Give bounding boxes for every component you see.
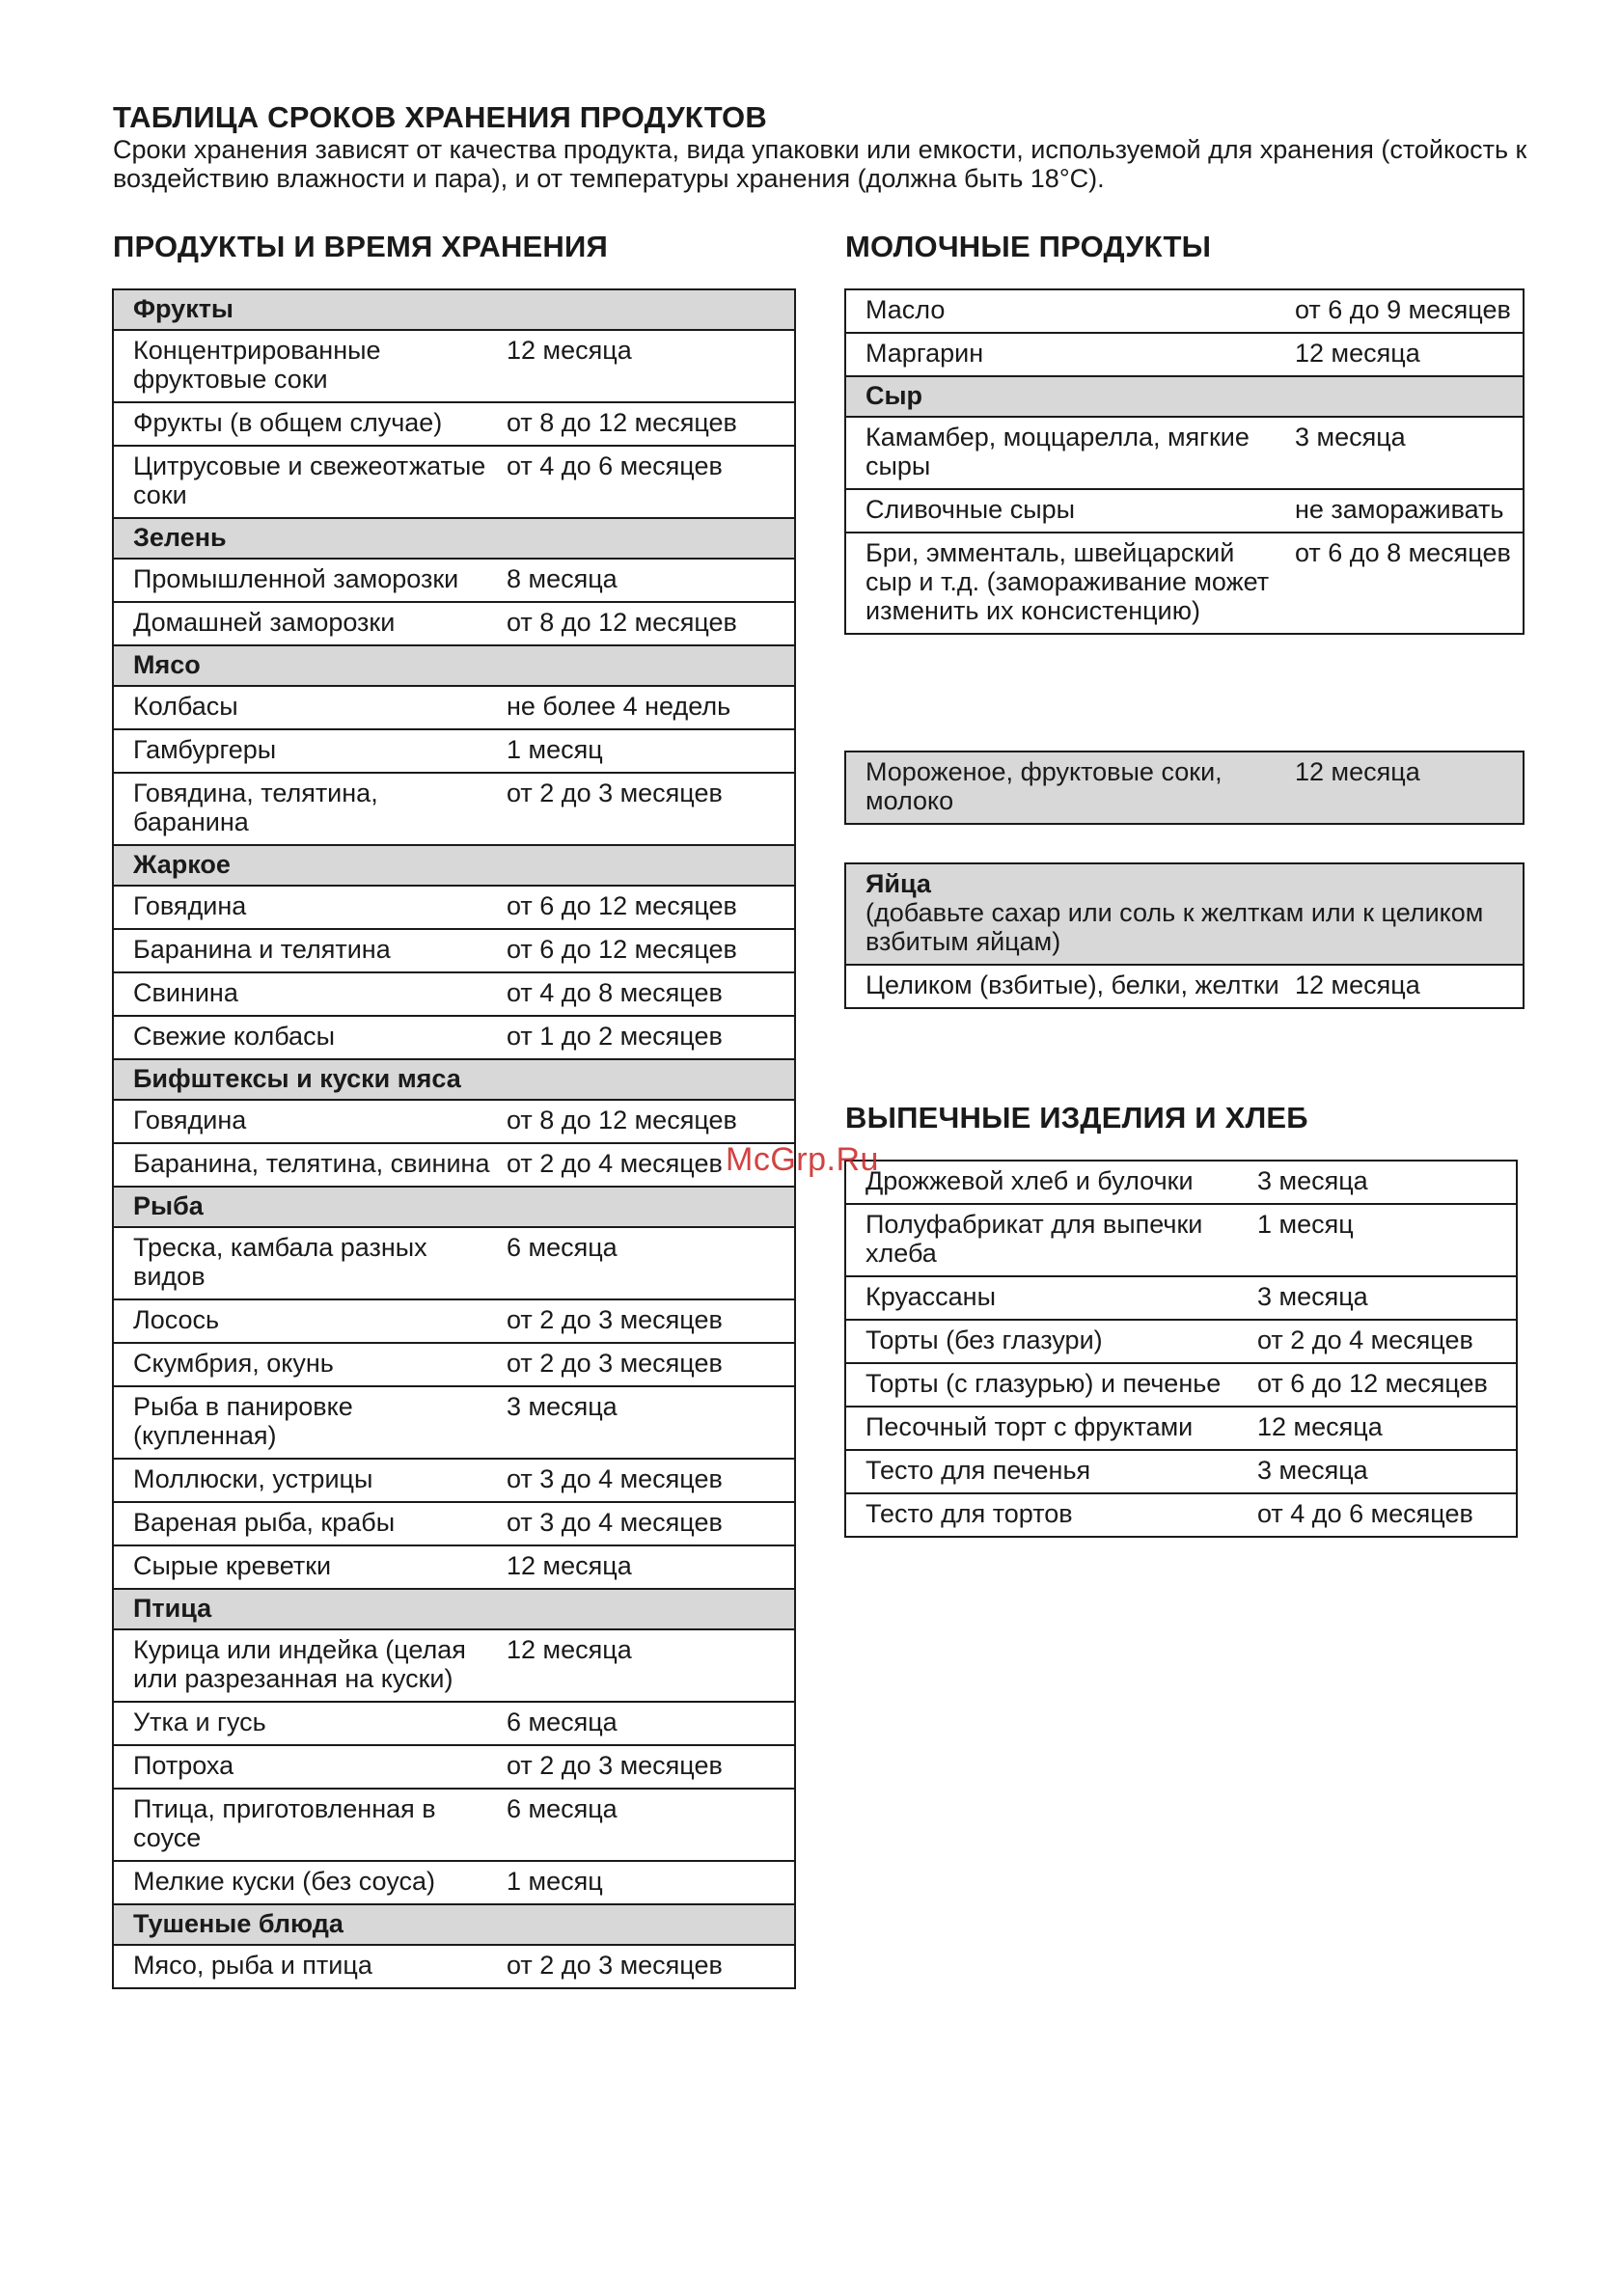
product-name: Говядина <box>133 1106 247 1134</box>
storage-time: от 2 до 3 месяцев <box>507 1951 723 1980</box>
product-name: Сливочные сыры <box>865 495 1076 524</box>
table-row <box>846 1406 1516 1449</box>
storage-time: 12 месяца <box>507 1635 632 1664</box>
storage-time: 1 месяц <box>507 1867 603 1896</box>
table-row <box>114 772 794 844</box>
storage-time: от 6 до 9 месяцев <box>1295 295 1511 324</box>
storage-time: 3 месяца <box>1295 423 1406 451</box>
storage-time: 3 месяца <box>507 1392 618 1421</box>
dairy-table <box>844 288 1525 635</box>
product-name: Песочный торт с фруктами <box>865 1412 1194 1441</box>
product-name: Торты (с глазурью) и печенье <box>865 1369 1222 1398</box>
table-row <box>114 1385 794 1458</box>
category-label: Сыр <box>865 381 923 410</box>
product-name: Курица или индейка (целая или разрезанная на куски) <box>133 1635 466 1693</box>
product-name: Домашней заморозки <box>133 608 396 637</box>
table-row <box>114 1501 794 1544</box>
eggs-table <box>844 862 1525 1009</box>
table-row <box>846 1362 1516 1406</box>
table-row <box>114 601 794 644</box>
eggs-note: (добавьте сахар или соль к желткам или к целиком взбитым яйцам) <box>865 898 1484 956</box>
table-row <box>114 445 794 517</box>
category-label: Фрукты <box>133 294 234 323</box>
table-row <box>114 1860 794 1903</box>
category-label: Жаркое <box>133 850 231 879</box>
table-row <box>114 1099 794 1142</box>
table-row <box>114 1744 794 1788</box>
product-name: Мясо, рыба и птица <box>133 1951 372 1980</box>
storage-time: 12 месяца <box>507 1551 632 1580</box>
storage-time: от 6 до 12 месяцев <box>507 891 737 920</box>
storage-time: 12 месяца <box>1295 339 1420 368</box>
product-name: Мелкие куски (без соуса) <box>133 1867 435 1896</box>
eggs-header <box>846 864 1523 964</box>
product-name: Вареная рыба, крабы <box>133 1508 396 1537</box>
icecream-table <box>844 751 1525 825</box>
storage-time: 3 месяца <box>1257 1282 1368 1311</box>
table-row <box>846 1492 1516 1536</box>
table-row <box>846 532 1523 633</box>
table-row <box>846 416 1523 488</box>
bakery-section-title: ВЫПЕЧНЫЕ ИЗДЕЛИЯ И ХЛЕБ <box>845 1101 1308 1134</box>
storage-time: от 8 до 12 месяцев <box>507 1106 737 1134</box>
product-name: Баранина и телятина <box>133 935 391 964</box>
table-row <box>114 685 794 728</box>
table-row <box>114 329 794 401</box>
table-row <box>114 1142 794 1186</box>
table-row <box>846 488 1523 532</box>
table-row <box>846 1203 1516 1275</box>
product-name: Цитрусовые и свежеотжатые соки <box>133 451 486 509</box>
table-row <box>846 290 1523 332</box>
product-name: Торты (без глазури) <box>865 1326 1103 1354</box>
storage-time: от 2 до 3 месяцев <box>507 1305 723 1334</box>
category-header <box>114 644 794 685</box>
product-name: Треска, камбала разных видов <box>133 1233 427 1291</box>
table-row <box>114 1342 794 1385</box>
storage-time: 12 месяца <box>1295 757 1420 786</box>
table-row <box>846 1449 1516 1492</box>
product-name: Круассаны <box>865 1282 996 1311</box>
storage-time: 1 месяц <box>507 735 603 764</box>
table-row <box>114 1544 794 1588</box>
table-row <box>114 558 794 601</box>
product-name: Концентрированные фруктовые соки <box>133 336 381 394</box>
category-header <box>114 290 794 329</box>
category-label: Птица <box>133 1594 212 1623</box>
product-name: Тесто для печенья <box>865 1456 1091 1485</box>
category-header <box>114 1186 794 1226</box>
left-section-title: ПРОДУКТЫ И ВРЕМЯ ХРАНЕНИЯ <box>113 230 608 263</box>
table-row <box>114 1015 794 1058</box>
storage-time: от 2 до 3 месяцев <box>507 779 723 807</box>
storage-time: от 6 до 8 месяцев <box>1295 538 1511 567</box>
product-name: Птица, приготовленная в соусе <box>133 1794 436 1852</box>
product-name: Утка и гусь <box>133 1708 266 1736</box>
table-row <box>114 1628 794 1701</box>
storage-time: от 2 до 4 месяцев <box>507 1149 723 1178</box>
product-name: Рыба в панировке (купленная) <box>133 1392 353 1450</box>
category-header <box>114 1058 794 1099</box>
eggs-title: Яйца <box>865 869 931 898</box>
product-name: Фрукты (в общем случае) <box>133 408 443 437</box>
table-row <box>846 1275 1516 1319</box>
storage-time: от 8 до 12 месяцев <box>507 408 737 437</box>
table-row <box>114 728 794 772</box>
product-name: Маргарин <box>865 339 984 368</box>
storage-time: от 8 до 12 месяцев <box>507 608 737 637</box>
product-name: Целиком (взбитые), белки, желтки <box>865 970 1279 999</box>
storage-time: 12 месяца <box>507 336 632 365</box>
category-label: Мясо <box>133 650 201 679</box>
product-name: Гамбургеры <box>133 735 277 764</box>
product-name: Колбасы <box>133 692 238 721</box>
category-header <box>114 1903 794 1944</box>
category-label: Тушеные блюда <box>133 1909 343 1938</box>
page-title: ТАБЛИЦА СРОКОВ ХРАНЕНИЯ ПРОДУКТОВ <box>113 100 767 134</box>
storage-time: 3 месяца <box>1257 1166 1368 1195</box>
product-name: Дрожжевой хлеб и булочки <box>865 1166 1194 1195</box>
storage-time: от 6 до 12 месяцев <box>507 935 737 964</box>
product-name: Полуфабрикат для выпечки хлеба <box>865 1210 1203 1268</box>
storage-time: от 2 до 3 месяцев <box>507 1751 723 1780</box>
category-label: Рыба <box>133 1191 204 1220</box>
storage-time: от 3 до 4 месяцев <box>507 1464 723 1493</box>
product-name: Скумбрия, окунь <box>133 1349 334 1378</box>
table-row <box>846 332 1523 375</box>
storage-time: не более 4 недель <box>507 692 731 721</box>
bakery-table <box>844 1160 1518 1538</box>
storage-time: от 3 до 4 месяцев <box>507 1508 723 1537</box>
product-name: Промышленной заморозки <box>133 564 459 593</box>
product-name: Говядина, телятина, баранина <box>133 779 378 836</box>
product-name: Камамбер, моццарелла, мягкие сыры <box>865 423 1250 480</box>
product-name: Сырые креветки <box>133 1551 332 1580</box>
storage-time: 6 месяца <box>507 1233 618 1262</box>
storage-time: 3 месяца <box>1257 1456 1368 1485</box>
table-row <box>114 1944 794 1987</box>
table-row <box>114 1788 794 1860</box>
storage-time: 8 месяца <box>507 564 618 593</box>
table-row <box>114 885 794 928</box>
storage-time: от 4 до 8 месяцев <box>507 978 723 1007</box>
table-row <box>114 401 794 445</box>
product-name: Тесто для тортов <box>865 1499 1073 1528</box>
category-header <box>846 375 1523 416</box>
product-name: Моллюски, устрицы <box>133 1464 373 1493</box>
dairy-section-title: МОЛОЧНЫЕ ПРОДУКТЫ <box>845 230 1212 263</box>
storage-time: от 4 до 6 месяцев <box>507 451 723 480</box>
table-row <box>114 1701 794 1744</box>
table-row <box>114 1458 794 1501</box>
storage-time: 12 месяца <box>1295 970 1420 999</box>
storage-time: от 6 до 12 месяцев <box>1257 1369 1488 1398</box>
table-row <box>846 1162 1516 1203</box>
table-row <box>846 752 1523 823</box>
category-header <box>114 1588 794 1628</box>
storage-time: 1 месяц <box>1257 1210 1354 1239</box>
storage-time: 6 месяца <box>507 1794 618 1823</box>
storage-time: от 1 до 2 месяцев <box>507 1022 723 1051</box>
product-name: Мороженое, фруктовые соки, молоко <box>865 757 1223 815</box>
table-row <box>114 1298 794 1342</box>
intro-text: Сроки хранения зависят от качества продукта, вида упаковки или емкости, используемой для хранения (стойкость к воздействию влажности и пара), и от температуры хранения (должна быть 18°С). <box>113 135 1527 193</box>
product-name: Баранина, телятина, свинина <box>133 1149 490 1178</box>
category-header <box>114 844 794 885</box>
storage-time: не замораживать <box>1295 495 1504 524</box>
product-name: Масло <box>865 295 946 324</box>
product-name: Свинина <box>133 978 238 1007</box>
table-row <box>114 928 794 971</box>
product-name: Свежие колбасы <box>133 1022 335 1051</box>
product-name: Бри, эмменталь, швейцарский сыр и т.д. (замораживание может изменить их консистенцию) <box>865 538 1270 625</box>
watermark: McGrp.Ru <box>726 1141 879 1178</box>
product-name: Говядина <box>133 891 247 920</box>
category-label: Зелень <box>133 523 227 552</box>
table-row <box>846 1319 1516 1362</box>
storage-time: от 2 до 3 месяцев <box>507 1349 723 1378</box>
storage-time: от 2 до 4 месяцев <box>1257 1326 1473 1354</box>
table-row <box>114 1226 794 1298</box>
table-row <box>114 971 794 1015</box>
storage-table-main <box>112 288 796 1989</box>
storage-time: 6 месяца <box>507 1708 618 1736</box>
category-header <box>114 517 794 558</box>
storage-time: от 4 до 6 месяцев <box>1257 1499 1473 1528</box>
category-label: Бифштексы и куски мяса <box>133 1064 461 1093</box>
table-row <box>846 964 1523 1007</box>
product-name: Потроха <box>133 1751 234 1780</box>
storage-time: 12 месяца <box>1257 1412 1383 1441</box>
product-name: Лосось <box>133 1305 220 1334</box>
